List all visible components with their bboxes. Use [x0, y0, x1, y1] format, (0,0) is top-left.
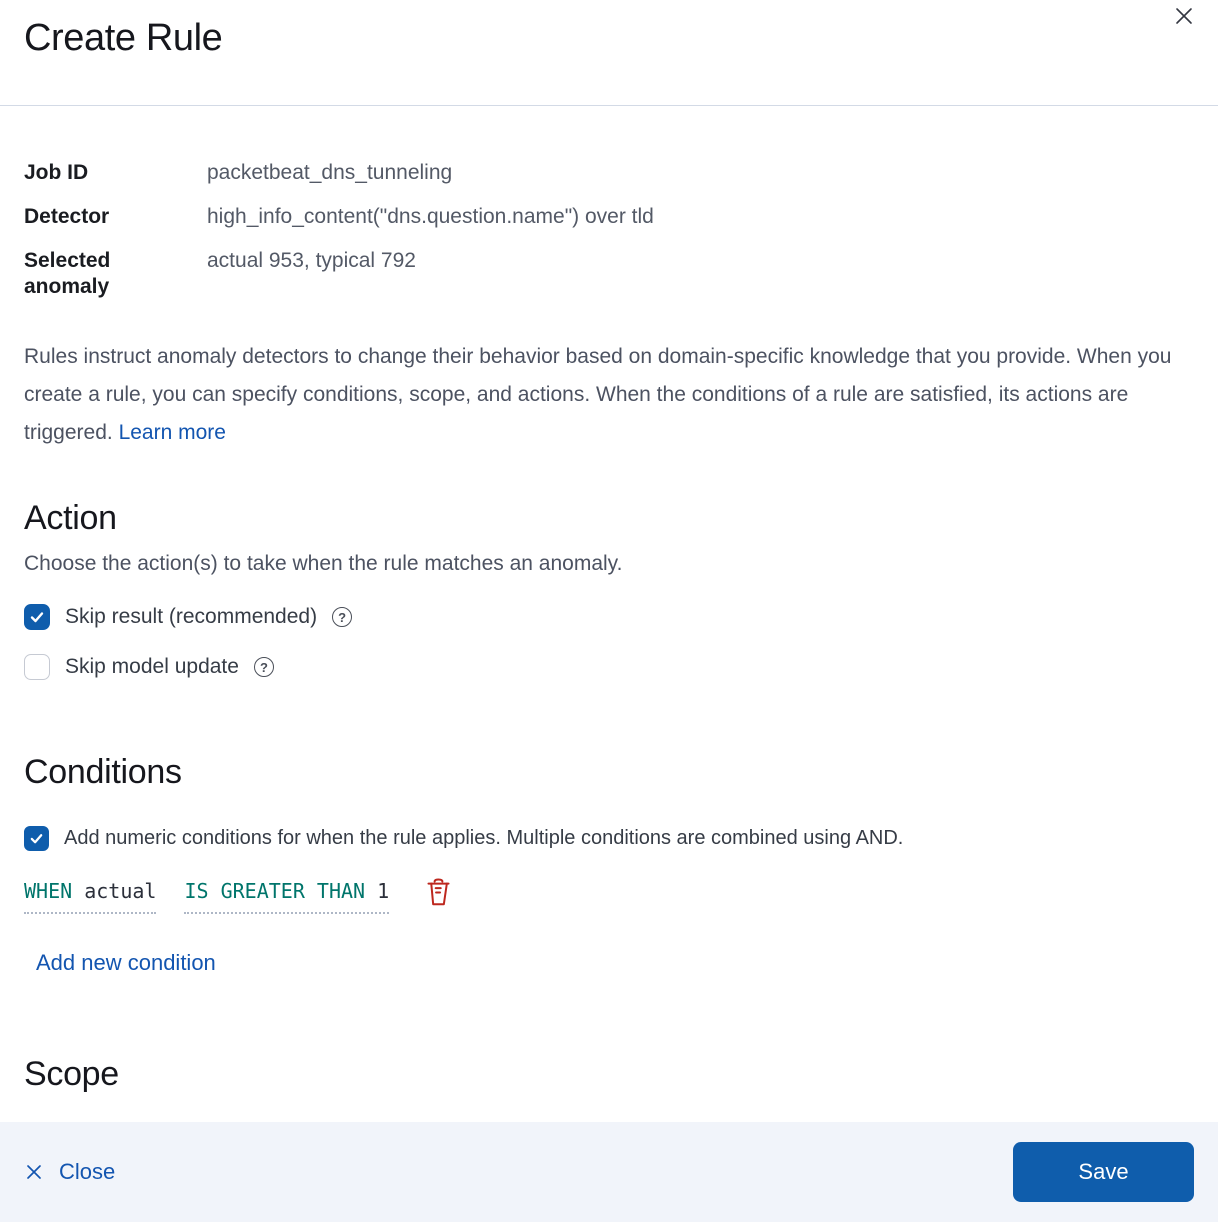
x-icon	[1173, 5, 1195, 27]
detail-row-job-id	[24, 160, 1194, 186]
delete-condition-button[interactable]	[425, 877, 452, 910]
detector-label: Detector	[24, 205, 110, 228]
anomaly-details-list	[24, 160, 1194, 300]
check-icon	[29, 609, 45, 625]
conditions-section-heading: Conditions	[24, 753, 182, 791]
help-glyph: ?	[259, 659, 268, 675]
operator-value: 1	[377, 879, 390, 903]
when-expression[interactable]	[24, 879, 156, 914]
learn-more-link[interactable]: Learn more	[118, 421, 226, 444]
intro-text: Rules instruct anomaly detectors to change their behavior based on domain-specific knowledge that you provide. When you create a rule, you can specify conditions, scope, and actions. When the conditions of a rule are satisfied, its actions are triggered.	[24, 345, 1172, 444]
close-button[interactable]	[24, 1159, 115, 1185]
skip-model-update-row	[24, 654, 1194, 680]
enable-conditions-row	[24, 826, 1194, 851]
skip-result-row	[24, 604, 1194, 630]
add-new-condition-link[interactable]: Add new condition	[36, 950, 216, 975]
close-button-label: Close	[59, 1159, 116, 1184]
skip-model-update-label[interactable]: Skip model update	[65, 655, 239, 678]
trash-icon	[425, 877, 452, 907]
help-icon[interactable]	[332, 607, 352, 627]
operator-expression[interactable]	[184, 879, 389, 914]
action-section-description: Choose the action(s) to take when the rule matches an anomaly.	[24, 552, 623, 575]
page-title: Create Rule	[24, 17, 223, 59]
operator-keyword: IS GREATER THAN	[184, 879, 378, 903]
skip-result-label[interactable]: Skip result (recommended)	[65, 605, 318, 628]
skip-model-update-checkbox[interactable]	[24, 654, 50, 680]
job-id-label: Job ID	[24, 161, 89, 184]
action-section-heading: Action	[24, 499, 117, 537]
condition-expression-row	[24, 879, 1194, 914]
detector-value: high_info_content("dns.question.name") over tld	[207, 205, 654, 228]
job-id-value: packetbeat_dns_tunneling	[207, 161, 453, 184]
enable-conditions-label[interactable]: Add numeric conditions for when the rule applies. Multiple conditions are combined using AND.	[64, 827, 904, 849]
rules-intro-paragraph	[24, 338, 1194, 452]
flyout-footer	[0, 1122, 1218, 1222]
help-glyph: ?	[338, 609, 347, 625]
selected-anomaly-value: actual 953, typical 792	[207, 249, 416, 272]
save-button[interactable]: Save	[1013, 1142, 1194, 1202]
when-value: actual	[84, 879, 157, 903]
scope-section-heading: Scope	[24, 1055, 119, 1093]
check-icon	[29, 831, 44, 846]
close-icon[interactable]	[1170, 2, 1198, 30]
selected-anomaly-label: Selected anomaly	[24, 249, 111, 298]
detail-row-detector	[24, 204, 1194, 230]
help-icon[interactable]	[254, 657, 274, 677]
when-keyword: WHEN	[24, 879, 85, 903]
flyout-body	[0, 106, 1218, 1096]
x-icon	[24, 1162, 44, 1182]
detail-row-selected-anomaly	[24, 248, 1194, 300]
enable-conditions-checkbox[interactable]	[24, 826, 49, 851]
flyout-header	[0, 0, 1218, 106]
skip-result-checkbox[interactable]	[24, 604, 50, 630]
